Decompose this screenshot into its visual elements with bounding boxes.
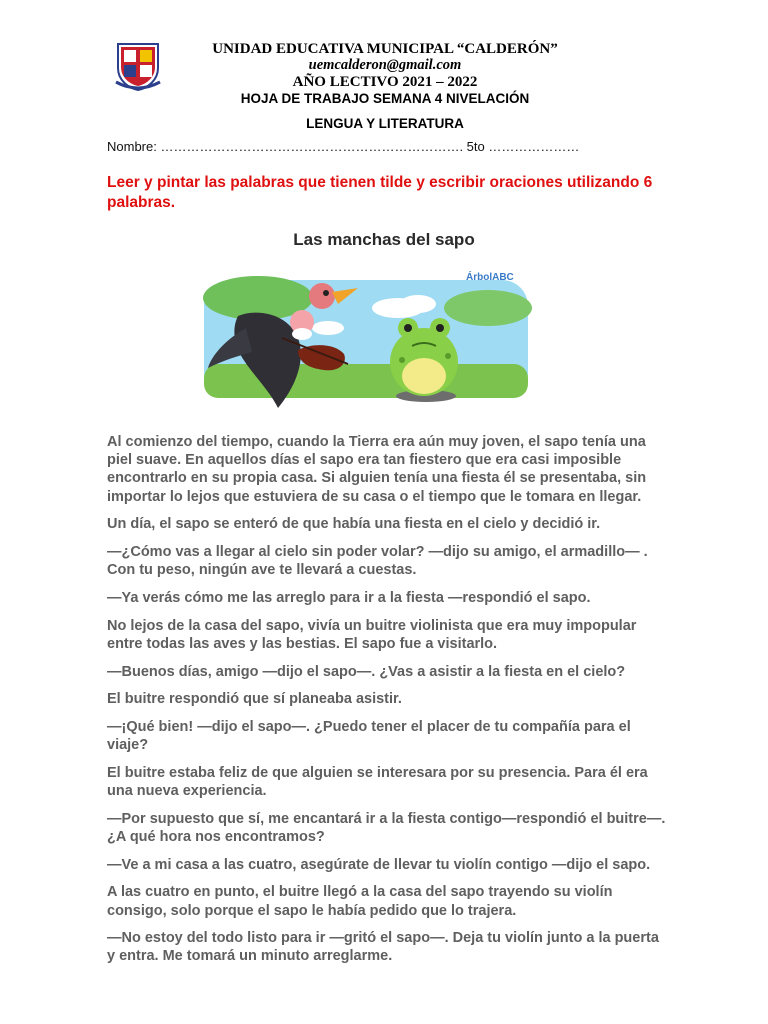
- story-paragraph: —¡Qué bien! —dijo el sapo—. ¿Puedo tener el placer de tu compañía para el viaje?: [107, 718, 631, 754]
- subject-title: LENGUA Y LITERATURA: [306, 116, 464, 131]
- story-paragraph: A las cuatro en punto, el buitre llegó a la casa del sapo trayendo su violín consigo, solo porque el sapo le había pedido que lo trajera.: [107, 884, 613, 919]
- story-illustration: [198, 268, 538, 416]
- worksheet-title: HOJA DE TRABAJO SEMANA 4 NIVELACIÓN: [240, 91, 530, 106]
- school-crest-logo: [114, 40, 162, 92]
- story-paragraph: Al comienzo del tiempo, cuando la Tierra era aún muy joven, el sapo tenía una piel suave. En aquellos días el sapo era tan fiestero que era casi imposible encontrarlo en su propia casa. Si alguien tenía una fiesta él se presentaba, sin importar lo lejos que estuviera de su casa o el tiempo que le tomara en llegar.: [107, 434, 647, 505]
- arbolabc-logo: ÁrbolABC: [466, 272, 514, 283]
- story-paragraph: —Ve a mi casa a las cuatro, asegúrate de llevar tu violín contigo —dijo el sapo.: [107, 856, 651, 873]
- school-email: uemcalderon@gmail.com: [308, 57, 462, 73]
- story-paragraph: El buitre respondió que sí planeaba asistir.: [107, 691, 402, 708]
- story-paragraph: —Ya verás cómo me las arreglo para ir a la fiesta —respondió el sapo.: [107, 589, 591, 606]
- story-paragraph: El buitre estaba feliz de que alguien se interesara por su presencia. Para él era una nueva experiencia.: [107, 764, 648, 800]
- story-paragraph: Un día, el sapo se enteró de que había una fiesta en el cielo y decidió ir.: [107, 516, 601, 533]
- story-paragraph: —¿Cómo vas a llegar al cielo sin poder volar? —dijo su amigo, el armadillo— . Con tu peso, ningún ave te llevará a cuestas.: [107, 544, 648, 579]
- story-body: [107, 433, 667, 975]
- school-year: AÑO LECTIVO 2021 – 2022: [292, 74, 478, 90]
- instruction-text: Leer y pintar las palabras que tienen tilde y escribir oraciones utilizando 6 palabras.: [107, 174, 653, 211]
- story-paragraph: —Por supuesto que sí, me encantará ir a la fiesta contigo—respondió el buitre—. ¿A qué hora nos encontramos?: [107, 810, 666, 845]
- story-paragraph: —Buenos días, amigo —dijo el sapo—. ¿Vas a asistir a la fiesta en el cielo?: [107, 663, 626, 680]
- school-name: UNIDAD EDUCATIVA MUNICIPAL “CALDERÓN”: [212, 41, 558, 57]
- story-title: Las manchas del sapo: [293, 230, 475, 249]
- name-field-line: Nombre: ……………………………………………………………. 5to …………………: [107, 139, 580, 154]
- story-paragraph: No lejos de la casa del sapo, vivía un buitre violinista que era muy impopular entre todas las aves y las bestias. El sapo fue a visitarlo.: [107, 617, 637, 652]
- story-paragraph: —No estoy del todo listo para ir —gritó el sapo—. Deja tu violín junto a la puerta y entra. Me tomará un minuto arreglarme.: [107, 930, 659, 965]
